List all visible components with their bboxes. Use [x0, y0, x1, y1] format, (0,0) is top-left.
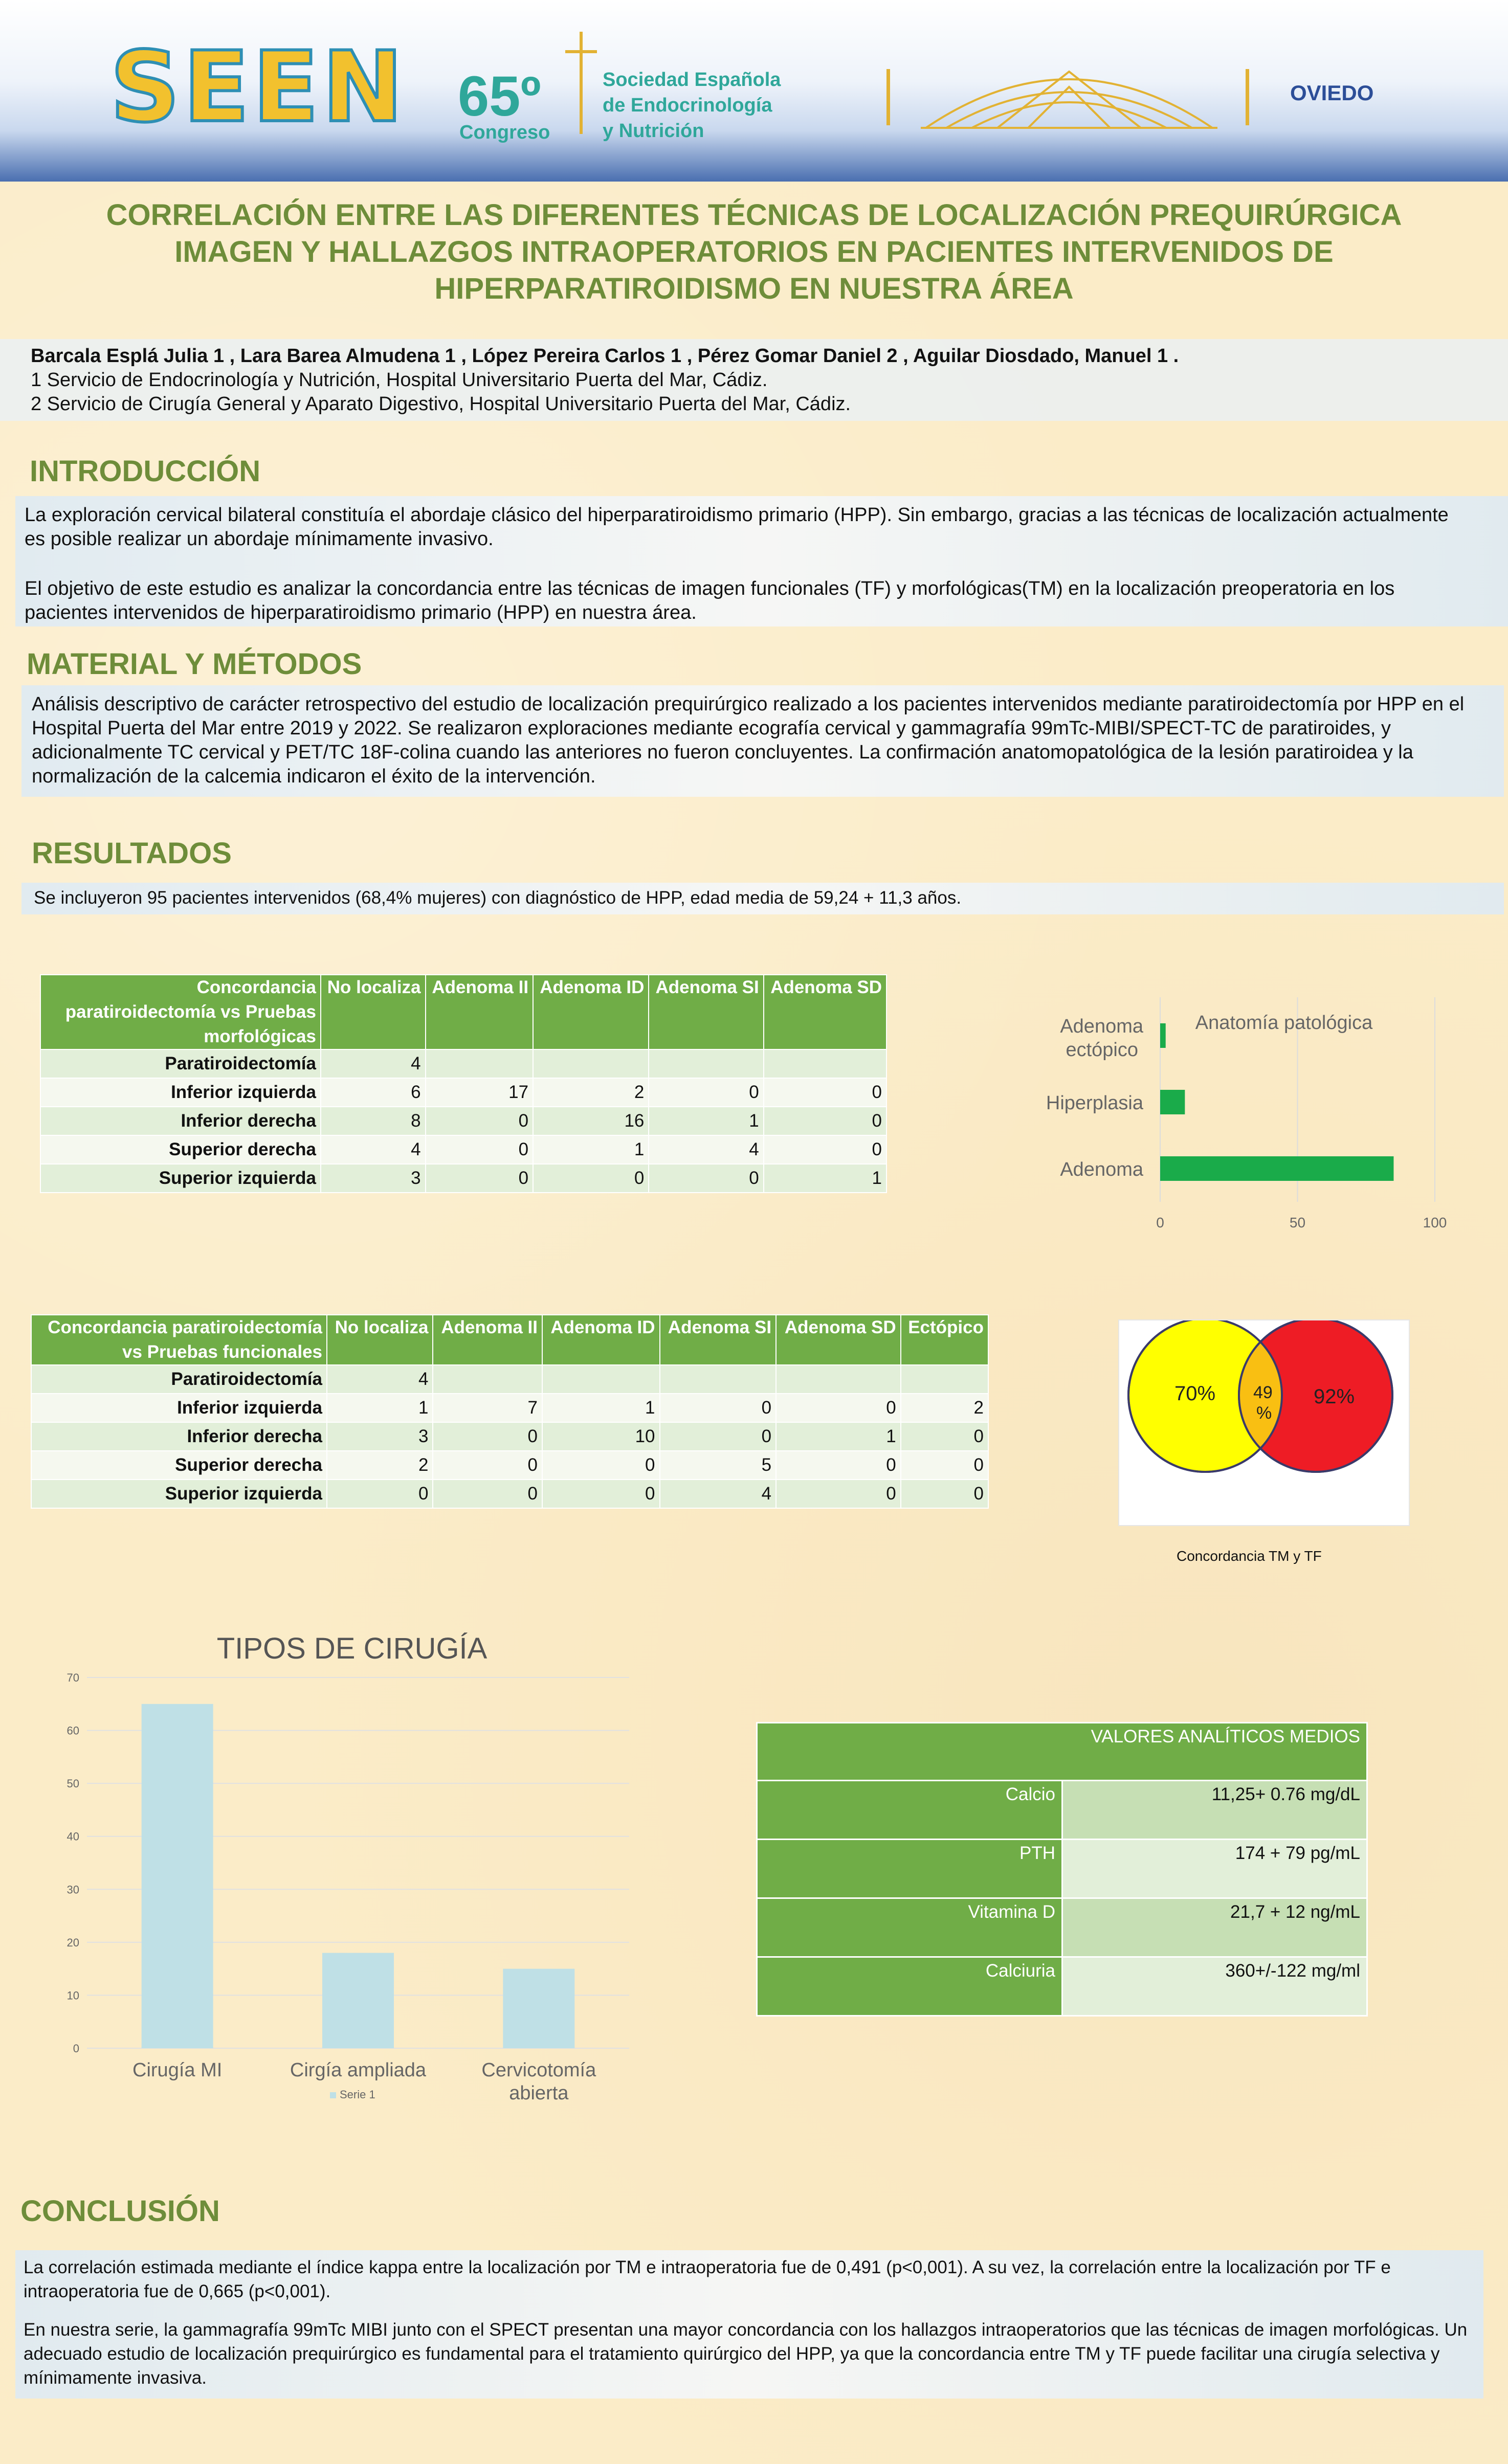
venn-overlap-label: %	[1256, 1403, 1272, 1423]
affiliation-1: 1 Servicio de Endocrinología y Nutrición, Hospital Universitario Puerta del Mar, Cádiz.	[31, 369, 768, 391]
table-row	[40, 1107, 886, 1135]
table-cell	[901, 1365, 988, 1394]
bar	[1160, 1023, 1166, 1048]
table-cell: 16	[533, 1107, 649, 1135]
methods-heading: MATERIAL Y MÉTODOS	[27, 647, 362, 681]
lab-label: PTH	[757, 1840, 1062, 1898]
table-cell: 0	[426, 1107, 533, 1135]
table-cell: 4	[321, 1049, 426, 1078]
table-cell: 2	[533, 1078, 649, 1107]
table-cell: 0	[660, 1422, 777, 1451]
lab-value: 174 + 79 pg/mL	[1062, 1840, 1367, 1898]
table-header-cell: Adenoma SD	[764, 975, 886, 1049]
functional-concordance-table	[31, 1314, 989, 1509]
table-cell: 17	[426, 1078, 533, 1107]
table-cell: 0	[764, 1135, 886, 1164]
table-cell: 0	[901, 1451, 988, 1480]
table-header-row	[31, 1315, 988, 1365]
morphological-concordance-table	[40, 974, 887, 1193]
y-tick-label: 30	[66, 1883, 79, 1896]
table-cell: 0	[433, 1480, 542, 1508]
bar	[1160, 1156, 1393, 1181]
table-cell: 0	[776, 1394, 901, 1422]
category-label: ectópico	[1066, 1039, 1138, 1061]
results-summary: Se incluyeron 95 pacientes intervenidos (68,4% mujeres) con diagnóstico de HPP, edad media de 59,24 + 11,3 años.	[34, 888, 962, 908]
table-cell	[776, 1365, 901, 1394]
conclusion-paragraph-2: En nuestra serie, la gammagrafía 99mTc MIBI junto con el SPECT presentan una mayor concordancia con los hallazgos intraoperatorios que las técnicas de imagen morfológicas. Un adecuado estudio de localización prequirúrgico es fundamental para el tratamiento quirúrgico del HPP, ya que la concordancia entre TM y TF puede facilitar una cirugía selectiva y mínimamente invasiva.	[24, 2320, 1468, 2388]
table-row-header: Inferior izquierda	[40, 1078, 321, 1107]
table-row-header: Paratiroidectomía	[40, 1049, 321, 1078]
table-cell: 0	[776, 1451, 901, 1480]
category-label: Cirugía MI	[132, 2059, 223, 2081]
table-row	[757, 1898, 1367, 1957]
venn-right-label: 92%	[1314, 1385, 1355, 1408]
legend-swatch	[330, 2092, 336, 2098]
table-cell: 4	[321, 1135, 426, 1164]
lab-value: 360+/-122 mg/ml	[1062, 1957, 1367, 2016]
venn-left-label: 70%	[1174, 1382, 1216, 1405]
intro-paragraph-2: El objetivo de este estudio es analizar la concordancia entre las técnicas de imagen funcionales (TF) y morfológicas(TM) en la localización preoperatoria en los pacientes intervenidos de hiperparatiroidismo primario (HPP) en nuestra área.	[25, 578, 1395, 623]
conclusion-heading: CONCLUSIÓN	[20, 2194, 220, 2228]
table-cell: 0	[649, 1164, 763, 1193]
society-name-line: Sociedad Española	[603, 69, 781, 91]
table-cell: 4	[649, 1135, 763, 1164]
chart-title: TIPOS DE CIRUGÍA	[216, 1632, 487, 1665]
x-tick-label: 0	[1156, 1215, 1164, 1230]
cross-logo-mark	[580, 32, 583, 134]
city-name: OVIEDO	[1290, 81, 1374, 105]
table-header-cell: VALORES ANALÍTICOS MEDIOS	[757, 1723, 1367, 1781]
congress-number: 65º	[458, 65, 541, 128]
table-header-cell: Concordancia paratiroidectomía vs Pruebas morfológicas	[40, 975, 321, 1049]
lab-value: 11,25+ 0.76 mg/dL	[1062, 1781, 1367, 1840]
y-tick-label: 20	[66, 1936, 79, 1949]
legend-label: Serie 1	[340, 2088, 375, 2101]
table-header-cell: Adenoma SI	[649, 975, 763, 1049]
table-cell	[542, 1365, 660, 1394]
x-tick-label: 50	[1289, 1215, 1306, 1230]
intro-paragraph-1: La exploración cervical bilateral constituía el abordaje clásico del hiperparatiroidismo primario (HPP). Sin embargo, gracias a las técnicas de localización actualmente es posible realizar un abordaje mínimamente invasivo.	[25, 504, 1449, 550]
table-cell: 10	[542, 1422, 660, 1451]
table-cell: 0	[764, 1107, 886, 1135]
authors-block	[31, 344, 1179, 416]
intro-heading: INTRODUCCIÓN	[30, 455, 261, 488]
category-label: Cervicotomía	[481, 2059, 596, 2081]
table-cell: 0	[901, 1480, 988, 1508]
category-label: abierta	[509, 2082, 569, 2104]
table-row	[40, 1164, 886, 1193]
table-cell: 4	[660, 1480, 777, 1508]
surgery-types-bar-chart	[31, 1626, 645, 2117]
table-row	[40, 1078, 886, 1107]
table-cell: 5	[660, 1451, 777, 1480]
table-cell: 1	[542, 1394, 660, 1422]
table-row	[31, 1394, 988, 1422]
table-header-cell: Adenoma II	[433, 1315, 542, 1365]
y-tick-label: 10	[66, 1989, 79, 2002]
table-row	[40, 1049, 886, 1078]
table-cell	[764, 1049, 886, 1078]
society-name-line: y Nutrición	[603, 120, 704, 142]
table-row-header: Inferior izquierda	[31, 1394, 327, 1422]
affiliation-2: 2 Servicio de Cirugía General y Aparato Digestivo, Hospital Universitario Puerta del Mar, Cádiz.	[31, 393, 851, 415]
y-tick-label: 60	[66, 1724, 79, 1737]
bar	[322, 1953, 394, 2048]
table-header-row	[757, 1723, 1367, 1781]
conclusion-paragraph-1: La correlación estimada mediante el índice kappa entre la localización por TM e intraoperatoria fue de 0,491 (p<0,001). A su vez, la correlación entre la localización por TF e intraoperatoria fue de 0,665 (p<0,001).	[24, 2257, 1391, 2301]
category-label: Hiperplasia	[1046, 1092, 1143, 1114]
table-cell: 0	[776, 1480, 901, 1508]
table-cell: 1	[327, 1394, 433, 1422]
cross-logo-bar	[565, 50, 597, 53]
header-separator	[1246, 69, 1249, 125]
table-header-cell: Adenoma SI	[660, 1315, 777, 1365]
table-cell	[649, 1049, 763, 1078]
pathology-bar-chart	[1028, 992, 1478, 1233]
table-row-header: Inferior derecha	[31, 1422, 327, 1451]
table-cell: 0	[327, 1480, 433, 1508]
table-cell: 1	[776, 1422, 901, 1451]
category-label: Cirgía ampliada	[290, 2059, 427, 2081]
congress-label: Congreso	[459, 122, 550, 143]
table-cell: 0	[649, 1078, 763, 1107]
table-header-cell: No localiza	[327, 1315, 433, 1365]
table-row-header: Superior izquierda	[31, 1480, 327, 1508]
building-icon	[916, 51, 1223, 138]
table-header-cell: Adenoma II	[426, 975, 533, 1049]
x-tick-label: 100	[1423, 1215, 1447, 1230]
venn-caption: Concordancia TM y TF	[1177, 1548, 1322, 1564]
bar	[503, 1969, 574, 2048]
table-cell: 0	[533, 1164, 649, 1193]
table-cell: 0	[426, 1164, 533, 1193]
table-row	[31, 1480, 988, 1508]
table-cell: 1	[764, 1164, 886, 1193]
table-row	[757, 1957, 1367, 2016]
table-cell: 0	[426, 1135, 533, 1164]
table-row	[31, 1365, 988, 1394]
lab-value: 21,7 + 12 ng/mL	[1062, 1898, 1367, 1957]
y-tick-label: 40	[66, 1830, 79, 1843]
bar	[142, 1704, 213, 2048]
society-name-line: de Endocrinología	[603, 95, 772, 116]
table-cell: 1	[649, 1107, 763, 1135]
lab-values-table	[756, 1722, 1368, 2017]
title-line: HIPERPARATIROIDISMO EN NUESTRA ÁREA	[434, 272, 1074, 305]
poster-title	[61, 197, 1447, 307]
table-row-header: Superior derecha	[31, 1451, 327, 1480]
table-cell: 6	[321, 1078, 426, 1107]
header-separator	[886, 69, 890, 125]
table-cell	[533, 1049, 649, 1078]
table-row-header: Superior izquierda	[40, 1164, 321, 1193]
table-cell: 0	[433, 1451, 542, 1480]
table-cell: 0	[764, 1078, 886, 1107]
table-cell	[426, 1049, 533, 1078]
table-cell: 2	[327, 1451, 433, 1480]
results-heading: RESULTADOS	[32, 837, 232, 870]
table-cell: 1	[533, 1135, 649, 1164]
venn-overlap-label: 49	[1253, 1383, 1273, 1402]
table-header-cell: No localiza	[321, 975, 426, 1049]
y-tick-label: 0	[73, 2042, 79, 2055]
table-header-cell: Adenoma ID	[542, 1315, 660, 1365]
table-header-row	[40, 975, 886, 1049]
table-cell	[433, 1365, 542, 1394]
table-row	[757, 1840, 1367, 1898]
bar	[1160, 1090, 1185, 1114]
table-cell: 8	[321, 1107, 426, 1135]
table-cell: 7	[433, 1394, 542, 1422]
table-row	[31, 1451, 988, 1480]
category-label: Adenoma	[1060, 1159, 1143, 1180]
methods-paragraph: Análisis descriptivo de carácter retrospectivo del estudio de localización prequirúrgico realizado a los pacientes intervenidos mediante paratiroidectomía por HPP en el Hospital Puerta del Mar entre 2019 y 2022. Se realizaron exploraciones mediante ecografía cervical y gammagrafía 99mTc-MIBI/SPECT-TC de paratiroides, y adicionalmente TC cervical y PET/TC 18F-colina cuando las anteriores no fueron concluyentes. La confirmación anatomopatológica de la lesión paratiroidea y la normalización de la calcemia indicaron el éxito de la intervención.	[32, 693, 1465, 787]
chart-title: Anatomía patológica	[1195, 1012, 1373, 1034]
table-row-header: Paratiroidectomía	[31, 1365, 327, 1394]
y-tick-label: 70	[66, 1671, 79, 1684]
table-header-cell: Adenoma ID	[533, 975, 649, 1049]
table-row-header: Superior derecha	[40, 1135, 321, 1164]
y-tick-label: 50	[66, 1777, 79, 1790]
author-names: Barcala Esplá Julia 1 , Lara Barea Almudena 1 , López Pereira Carlos 1 , Pérez Gomar Daniel 2 , Aguilar Diosdado, Manuel 1 .	[31, 345, 1179, 367]
table-cell: 0	[901, 1422, 988, 1451]
table-cell: 0	[433, 1422, 542, 1451]
category-label: Adenoma	[1060, 1016, 1143, 1037]
table-cell: 3	[327, 1422, 433, 1451]
table-cell: 2	[901, 1394, 988, 1422]
table-header-cell: Adenoma SD	[776, 1315, 901, 1365]
table-row	[31, 1422, 988, 1451]
table-header-cell: Concordancia paratiroidectomía vs Pruebas funcionales	[31, 1315, 327, 1365]
table-cell: 3	[321, 1164, 426, 1193]
lab-label: Vitamina D	[757, 1898, 1062, 1957]
table-cell: 0	[660, 1394, 777, 1422]
table-cell: 0	[542, 1451, 660, 1480]
venn-diagram	[1119, 1320, 1409, 1525]
table-cell	[660, 1365, 777, 1394]
title-line: CORRELACIÓN ENTRE LAS DIFERENTES TÉCNICAS DE LOCALIZACIÓN PREQUIRÚRGICA	[106, 198, 1402, 232]
table-cell: 0	[542, 1480, 660, 1508]
table-header-cell: Ectópico	[901, 1315, 988, 1365]
title-line: IMAGEN Y HALLAZGOS INTRAOPERATORIOS EN PACIENTES INTERVENIDOS DE	[174, 235, 1334, 268]
table-row	[757, 1781, 1367, 1840]
lab-label: Calciuria	[757, 1957, 1062, 2016]
table-cell: 4	[327, 1365, 433, 1394]
seen-logo: SEEN	[110, 31, 407, 144]
table-row	[40, 1135, 886, 1164]
table-row-header: Inferior derecha	[40, 1107, 321, 1135]
lab-label: Calcio	[757, 1781, 1062, 1840]
